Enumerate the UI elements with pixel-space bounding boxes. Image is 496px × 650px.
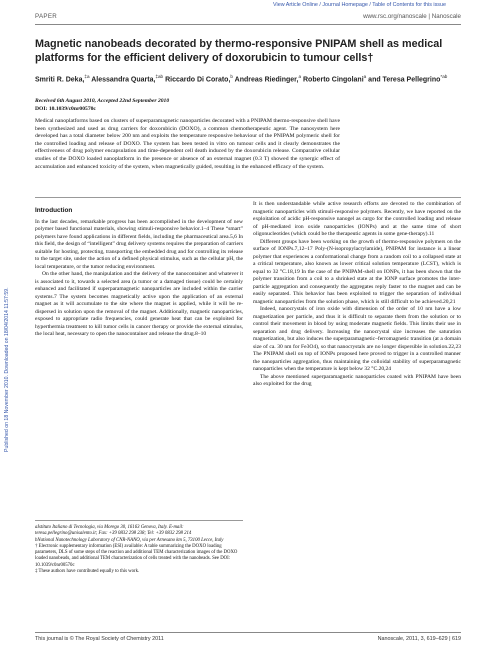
- abstract-divider: [35, 197, 461, 198]
- right-column: [253, 201, 461, 389]
- author-affiliation-mark: b: [230, 74, 233, 79]
- author-name: Smriti R. Deka,: [35, 76, 85, 84]
- article-dates: [35, 98, 461, 113]
- body-paragraph: Different groups have been working on the growth of thermo-responsive polymers on the surface of IONPs.7,12–17 Poly-(N-isopropylacrylamide), PNIPAM for instance is a linear polymer that experiences a conformational change from a random coil to a collapsed state at a critical temperature, also known as lower critical solution temperature (LCST), which is equal to 32 °C.18,19 In the case of the PNIPAM-shell on IONPs, it has been shown that the polymer transition from a coil to a shrinked state at the IONP surface promotes the inter-particle aggregation and consequently the aggregates reply faster to the magnet and can be easily separated. This behavior has been exploited to trigger the separation of individual magnetic nanoparticles from the solution phase, which is still difficult to be achieved.20,21: [253, 238, 461, 305]
- author-affiliation-mark: a: [298, 74, 302, 79]
- publication-stamp: Published on 18 November 2010. Downloaded on 18/04/2014 11:57:59.: [4, 287, 10, 452]
- page-header: [35, 11, 461, 25]
- footnote: ‡ These authors have contributed equally to this work.: [35, 569, 140, 575]
- author-affiliation-mark: ‡a: [84, 74, 90, 79]
- section-label: PAPER: [35, 13, 58, 20]
- author-name: and Teresa Pellegrino: [368, 76, 441, 84]
- body-paragraph: On the other hand, the manipulation and the delivery of the nanocontainer and whatever it is associated to it, towards a selected area (a tumor or a damaged tissue) could be certainly enhanced and facilitated if superparamagnetic nanoparticles are included within the carrier systems.7 The system becomes magnetically active upon the application of an external magnet as it will accumulate to the site where the magnet is applied, while it will be re-dispersed in solution upon the removal of the magnet. Additionally, magnetic nanoparticles, exposed to appropriate radio frequencies, could generate heat that can be exploited for hyperthermia treatment to kill tumor cells in cancer therapy or provide the external stimulus, the local heat, necessary to open the nanocontainer and release the drug.8–10: [35, 271, 243, 337]
- author-name: Roberto Cingolani: [302, 76, 364, 84]
- author-affiliation-mark: *ab: [440, 74, 448, 79]
- journal-links[interactable]: View Article Online / Journal Homepage / Table of Contents for this issue: [273, 2, 446, 8]
- author-affiliation-mark: ‡ab: [155, 74, 164, 79]
- body-paragraph: In the last decades, remarkable progress has been accomplished in the development of new polymer based functional materials, showing stimuli-responsive behavior.1–4 These “smart” polymers have found applications in different fields, including the pharmaceutical area.5,6 In this field, the design of “intelligent” drug delivery systems requires the preparation of carriers suitable for hosting, protecting, transporting the embedded drug and for controlling its release to the target site, under the action of a defined physical stimulus, such as the cellular pH, the local temperature, or the tumor reducing environment.: [35, 218, 243, 270]
- footnote: bNational Nanotechnology Laboratory of CNR-NANO, via per Arnesano km 5, 73100 Lecce, Italy: [35, 537, 224, 543]
- section-heading-introduction: Introduction: [35, 207, 73, 214]
- author-affiliation-mark: a: [363, 74, 367, 79]
- received-accepted: Received 6th August 2010, Accepted 22nd September 2010: [35, 98, 170, 104]
- journal-url[interactable]: www.rsc.org/nanoscale | Nanoscale: [363, 13, 461, 20]
- page-footer: [35, 632, 461, 642]
- author-name: Riccardo Di Corato,: [165, 76, 231, 84]
- footnote: aIstituto Italiano di Tecnologia, via Morego 30, 16163 Genova, Italy. E-mail: teresa.pellegrino@unisalento.it; Fax: +39 0832 298 238; Tel: +39 0832 298 214: [35, 525, 192, 537]
- author-name: Alessandra Quarta,: [91, 76, 156, 84]
- body-paragraph: Indeed, nanocrystals of iron oxide with dimension of the order of 10 nm have a low magnetization per particle, and thus it is difficult to separate them from the solution or to control their movement in blood by using moderate magnetic fields. This limits their use in separation and drug delivery. Increasing the nanocrystal size increases the saturation magnetization, but also induces the superparamagnetic–ferromagnetic transition (at a domain size of ca. 30 nm for Fe3O4), so that nanocrystals are no longer dispersible in solution.22,23 The PNIPAM shell on top of IONPs proposed here proved to trigger in a controlled manner the nanoparticles aggregation, thus maintaining the colloidal stability of superparamagnetic nanoparticles when the temperature is kept below 32 °C.20,24: [253, 306, 461, 372]
- footnotes: [35, 520, 243, 576]
- citation-page: Nanoscale, 2011, 3, 619–629 | 619: [377, 636, 461, 642]
- author-name: Andreas Riedinger,: [234, 76, 299, 84]
- abstract: Medical nanoplatforms based on clusters of superparamagnetic nanoparticles decorated with a PNIPAM thermo-responsive shell have been synthesized and used as drug carriers for doxorubicin (DOXO), a common chemotherapeutic agent. The nanosystem here developed has a total diameter below 200 nm and exploits the temperature responsive behaviour of the PNIPAM polymeric shell for the controlled loading and release of DOXO. The system has been tested in vitro on tumour cells and it clearly demonstrates the effectiveness of drug polymer encapsulation and time-dependent cell death induced by the doxorubicin release. Comparative cellular studies of the DOXO loaded nanoplatform in the presence or absence of an external magnet (0.3 T) showed the synergic effect of accumulation and enhanced toxicity of the system, when magnetically guided, resulting in the enhanced efficacy of the system.: [35, 118, 340, 170]
- left-column: [35, 207, 243, 339]
- body-paragraph: It is then understandable while active research efforts are devoted to the combination of magnetic nanoparticles with stimuli-responsive polymers. Recently, we have reported on the exploitation of acidic pH-responsive nanogel as cargo for the controlled loading and release of pH-mediated iron oxide nanoparticles (IONPs) and at the same time of short oligonucleotides (which could be the therapeutic agents in some gene-therapy).11: [253, 201, 461, 237]
- copyright: This journal is © The Royal Society of Chemistry 2011: [35, 636, 164, 642]
- footnote: † Electronic supplementary information (ESI) available: A table summarizing the DOXO loading parameters, DLS of some steps of the reaction and additional TEM characterization images of the DOXO loaded nanobeads, and additional TEM characterization of cells treated with the nanobeads. See DOI: 10.1039/c0nr00570c: [35, 544, 238, 568]
- article-title: Magnetic nanobeads decorated by thermo-responsive PNIPAM shell as medical platforms for the efficient delivery of doxorubicin to tumour cells†: [35, 38, 443, 64]
- author-list: [35, 72, 461, 85]
- doi[interactable]: DOI: 10.1039/c0nr00570c: [35, 105, 96, 112]
- body-paragraph: The above mentioned superparamagnetic nanoparticles coated with PNIPAM have been also exploited for the drug: [253, 373, 461, 387]
